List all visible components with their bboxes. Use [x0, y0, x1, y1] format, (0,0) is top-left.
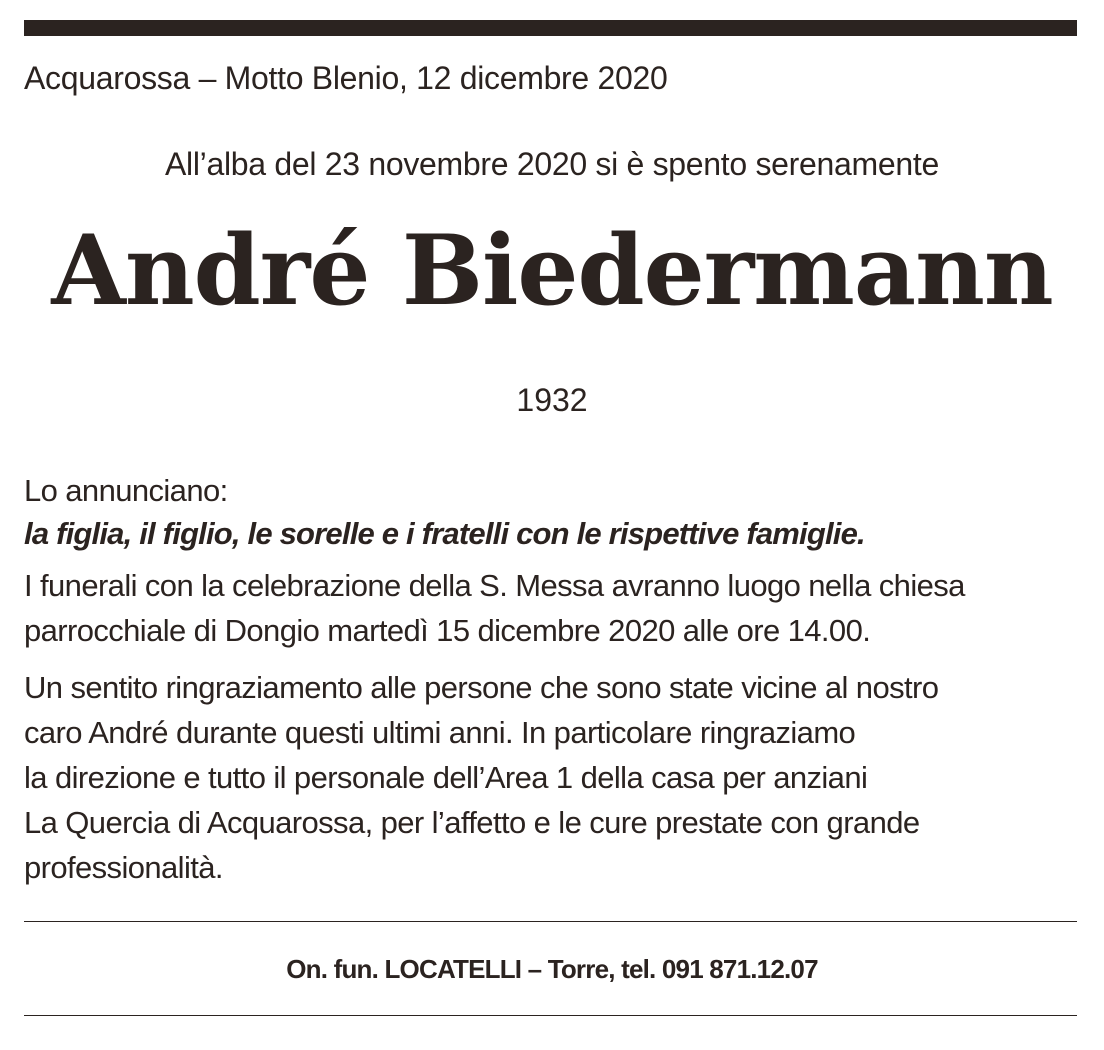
dateline: Acquarossa – Motto Blenio, 12 dicembre 2020: [24, 60, 668, 96]
thanks-paragraph: [24, 665, 1084, 890]
thanks-line: professionalità.: [24, 850, 223, 885]
deceased-name: André Biedermann: [51, 214, 1053, 327]
thanks-line: la direzione e tutto il personale dell’Area 1 della casa per anziani: [24, 760, 868, 795]
family-members: la figlia, il figlio, le sorelle e i fratelli con le rispettive famiglie.: [24, 516, 865, 551]
thanks-line: caro André durante questi ultimi anni. In particolare ringraziamo: [24, 715, 856, 750]
funeral-line: parrocchiale di Dongio martedì 15 dicembre 2020 alle ore 14.00.: [24, 613, 871, 648]
announcement-label: Lo annunciano:: [24, 473, 228, 508]
funeral-line: I funerali con la celebrazione della S. Messa avranno luogo nella chiesa: [24, 568, 965, 603]
footer-divider-top: [24, 921, 1077, 922]
funeral-details: [24, 563, 1084, 653]
funeral-home-contact: On. fun. LOCATELLI – Torre, tel. 091 871.12.07: [286, 954, 818, 984]
birth-year: 1932: [516, 382, 588, 418]
top-divider-bar: [24, 20, 1077, 36]
intro-text: All’alba del 23 novembre 2020 si è spento serenamente: [165, 146, 939, 182]
thanks-line: Un sentito ringraziamento alle persone che sono state vicine al nostro: [24, 670, 939, 705]
footer-divider-bottom: [24, 1015, 1077, 1016]
thanks-line: La Quercia di Acquarossa, per l’affetto e le cure prestate con grande: [24, 805, 920, 840]
